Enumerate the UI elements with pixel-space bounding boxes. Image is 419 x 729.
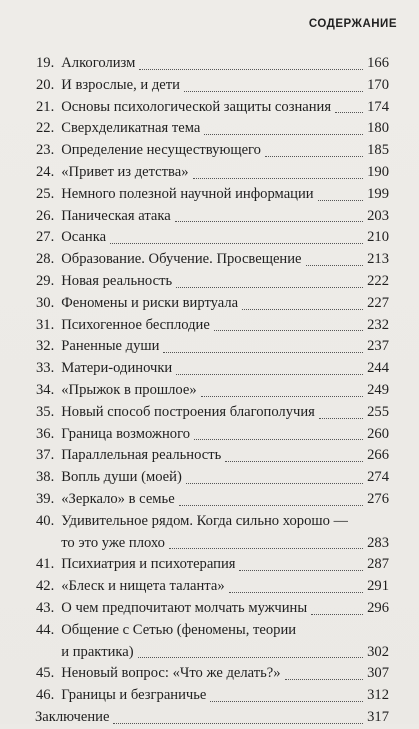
dot-leader (285, 679, 364, 680)
toc-entry-number: 42. (36, 578, 55, 595)
toc-entry-number: 44. (36, 621, 55, 638)
toc-entry (36, 206, 389, 228)
toc-entry-page: 203 (367, 207, 389, 224)
toc-entry (36, 663, 389, 685)
toc-entry (36, 140, 389, 162)
toc-entry-title: Определение несуществующего (61, 142, 261, 159)
toc-entry-number: 26. (36, 207, 55, 224)
toc-entry-title: О чем предпочитают молчать мужчины (61, 599, 308, 616)
toc-entry-number: 24. (36, 163, 55, 180)
dot-leader (169, 548, 363, 549)
toc-entry-title: Алкоголизм (61, 55, 136, 71)
dot-leader (176, 374, 363, 375)
toc-entry-title: Новая реальность (61, 272, 173, 289)
toc-entry-number: 45. (36, 665, 55, 682)
toc-entry (36, 358, 389, 380)
toc-entry-page: 255 (367, 403, 389, 420)
dot-leader (201, 396, 363, 397)
toc-entry-page: 249 (367, 381, 389, 398)
dot-leader (186, 483, 363, 484)
toc-entry-page: 276 (367, 490, 389, 507)
toc-entry-title: Матери-одиночки (61, 360, 173, 377)
toc-entry (36, 315, 389, 337)
dot-leader (193, 178, 364, 179)
toc-entry-page: 307 (367, 665, 389, 682)
toc-entry-continuation (36, 642, 389, 664)
toc-entry-page: 232 (367, 316, 389, 333)
toc-entry-title: Удивительное рядом. Когда сильно хорошо — (61, 512, 349, 529)
dot-leader (306, 265, 364, 266)
dot-leader (176, 287, 363, 288)
toc-entry (36, 489, 389, 511)
dot-leader (110, 243, 363, 244)
toc-entry-page: 199 (367, 185, 389, 202)
toc-entry (36, 336, 389, 358)
running-header: СОДЕРЖАНИЕ (308, 18, 397, 30)
toc-entry-number: 40. (36, 512, 55, 529)
toc-entry-title: Общение с Сетью (феномены, теории (61, 621, 297, 638)
toc-entry-number: 29. (36, 272, 55, 289)
toc-entry (36, 598, 389, 620)
toc-entry-number: 31. (36, 316, 55, 333)
toc-entry-title: Феномены и риски виртуала (61, 294, 239, 311)
toc-entry (36, 554, 389, 576)
toc-entry (36, 424, 389, 446)
toc-entry-page: 287 (367, 556, 389, 573)
toc-entry (36, 184, 389, 206)
dot-leader (139, 69, 363, 70)
toc-entry-number: 38. (36, 469, 55, 486)
dot-leader (138, 657, 364, 658)
dot-leader (229, 592, 363, 593)
toc-entry (36, 685, 389, 707)
toc-entry-title: «Привет из детства» (61, 163, 189, 180)
dot-leader (242, 309, 363, 310)
dot-leader (184, 91, 363, 92)
toc-entry-continuation (36, 533, 389, 555)
toc-entry-number: 28. (36, 251, 55, 268)
toc-entry (36, 380, 389, 402)
toc-entry-page: 283 (367, 534, 389, 551)
toc-entry-title: «Зеркало» в семье (61, 490, 175, 507)
dot-leader (175, 221, 363, 222)
toc-entry-number: 21. (36, 98, 55, 115)
toc-entry (36, 271, 389, 293)
toc-entry-title: Заключение (35, 708, 110, 725)
toc-entry (36, 75, 389, 97)
toc-entry (36, 53, 389, 75)
toc-entry-title: «Блеск и нищета таланта» (61, 578, 225, 595)
toc-entry-title: Параллельная реальность (61, 447, 222, 464)
toc-entry-number: 43. (36, 599, 55, 616)
dot-leader (214, 330, 363, 331)
toc-entry-number: 36. (36, 425, 55, 442)
toc-entry (36, 402, 389, 424)
toc-entry-page: 185 (367, 142, 389, 159)
toc-entry-title: Паническая атака (61, 207, 171, 224)
toc-entry-page: 190 (367, 163, 389, 180)
dot-leader (311, 614, 363, 615)
toc-entry-title: Неновый вопрос: «Что же делать?» (61, 665, 281, 682)
toc-entry-page: 227 (367, 294, 389, 311)
toc-entry-number: 32. (36, 338, 55, 355)
toc-entry-page: 210 (367, 229, 389, 246)
dot-leader (225, 461, 363, 462)
toc-entry-title: Основы психологической защиты сознания (61, 98, 332, 115)
toc-entry (36, 118, 389, 140)
toc-entry-page: 266 (367, 447, 389, 464)
toc-entry-number: 35. (36, 403, 55, 420)
dot-leader (239, 570, 363, 571)
toc-entry (36, 97, 389, 119)
toc-entry-page: 222 (367, 272, 389, 289)
toc-entry-page: 312 (367, 687, 389, 704)
toc-entry-title: Осанка (61, 229, 107, 246)
toc-entry (36, 576, 389, 598)
toc-entry-title-continuation: то это уже плохо (61, 534, 165, 551)
toc-entry-title: Психогенное бесплодие (61, 316, 210, 333)
dot-leader (179, 505, 363, 506)
toc-entry-number: 25. (36, 185, 55, 202)
toc-entry-page: 237 (367, 338, 389, 355)
dot-leader (265, 156, 363, 157)
dot-leader (163, 352, 363, 353)
toc-entry-page: 166 (367, 55, 389, 71)
toc-entry-title: Образование. Обучение. Просвещение (61, 251, 302, 268)
toc-entry-page: 244 (367, 360, 389, 377)
toc-entry (36, 293, 389, 315)
toc-entry-page: 302 (367, 643, 389, 660)
toc-entry-title: Сверхделикатная тема (61, 120, 201, 137)
toc-entry-page: 260 (367, 425, 389, 442)
toc-entry-title: Раненные души (61, 338, 160, 355)
toc-entry-number: 39. (36, 490, 55, 507)
toc-entry-title: Немного полезной научной информации (61, 185, 314, 202)
dot-leader (318, 200, 364, 201)
dot-leader (335, 112, 363, 113)
toc-entry-number: 23. (36, 142, 55, 159)
toc-entry-number: 37. (36, 447, 55, 464)
toc-entry-title: Новый способ построения благополучия (61, 403, 315, 420)
toc-entry-title: Психиатрия и психотерапия (61, 556, 236, 573)
dot-leader (194, 439, 363, 440)
toc-entry-title: «Прыжок в прошлое» (61, 381, 197, 398)
toc-entry-page: 180 (367, 120, 389, 137)
toc-entry-page: 317 (367, 708, 389, 725)
dot-leader (319, 418, 363, 419)
table-of-contents (36, 53, 389, 729)
toc-entry-conclusion (35, 707, 389, 729)
toc-entry-number: 22. (36, 120, 55, 137)
toc-entry-page: 170 (367, 76, 389, 93)
toc-entry (36, 620, 389, 642)
toc-entry (36, 249, 389, 271)
toc-entry-page: 274 (367, 469, 389, 486)
toc-entry-number: 20. (36, 76, 55, 93)
toc-entry-page: 213 (367, 251, 389, 268)
toc-entry-title-continuation: и практика) (61, 643, 134, 660)
toc-entry-title: Граница возможного (61, 425, 191, 442)
toc-entry-number: 33. (36, 360, 55, 377)
toc-entry-number: 27. (36, 229, 55, 246)
toc-entry-number: 34. (36, 381, 55, 398)
toc-entry-page: 291 (367, 578, 389, 595)
dot-leader (204, 134, 363, 135)
toc-entry (36, 445, 389, 467)
toc-entry-number: 19. (36, 55, 55, 71)
toc-entry-number: 41. (36, 556, 55, 573)
toc-entry-page: 174 (367, 98, 389, 115)
toc-entry-title: И взрослые, и дети (61, 76, 180, 93)
toc-entry-number: 46. (36, 687, 55, 704)
toc-entry (36, 227, 389, 249)
toc-entry-number: 30. (36, 294, 55, 311)
dot-leader (210, 701, 363, 702)
toc-entry-page: 296 (367, 599, 389, 616)
toc-entry (36, 162, 389, 184)
toc-entry-title: Границы и безграничье (61, 687, 207, 704)
toc-entry-title: Вопль души (моей) (61, 469, 182, 486)
toc-entry (36, 467, 389, 489)
toc-entry (36, 511, 389, 533)
